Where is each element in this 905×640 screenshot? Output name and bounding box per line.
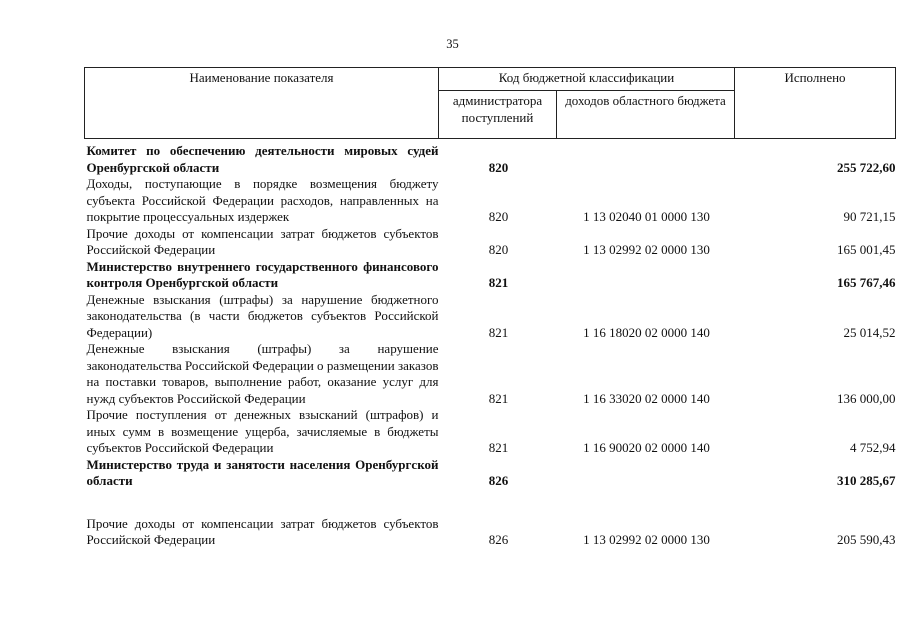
table-row xyxy=(85,341,896,407)
row-admin-code: 821 xyxy=(488,324,509,340)
row-admin-code: 820 xyxy=(488,159,509,175)
row-description: Прочие доходы от компенсации затрат бюджетов субъектов Российской Федерации xyxy=(86,515,439,547)
row-admin-code: 826 xyxy=(488,532,509,547)
row-amount: 205 590,43 xyxy=(837,532,896,547)
page-number: 35 xyxy=(446,37,459,51)
row-income-code: 1 13 02992 02 0000 130 xyxy=(583,532,710,547)
budget-income-table xyxy=(84,67,896,549)
table-row xyxy=(85,226,896,259)
row-admin-code: 820 xyxy=(488,242,509,257)
row-amount: 136 000,00 xyxy=(837,390,896,406)
row-description: Прочие доходы от компенсации затрат бюджетов субъектов Российской Федерации xyxy=(86,225,439,257)
table-row xyxy=(85,176,896,226)
table-row xyxy=(85,139,896,177)
row-amount: 310 285,67 xyxy=(837,473,896,488)
table-row xyxy=(85,457,896,490)
row-income-code: 1 13 02040 01 0000 130 xyxy=(583,209,710,224)
row-amount: 90 721,15 xyxy=(843,209,896,224)
table-spacer-row xyxy=(85,490,896,516)
row-income-code xyxy=(557,139,735,177)
row-admin-code: 826 xyxy=(488,473,509,488)
row-amount: 165 767,46 xyxy=(837,275,896,290)
table-row xyxy=(85,259,896,292)
row-description: Министерство внутреннего государственного финансового контроля Оренбургской области xyxy=(86,258,439,290)
row-description: Доходы, поступающие в порядке возмещения бюджету субъекта Российской Федерации расходов, направленных на покрытие процессуальных издержек xyxy=(86,176,439,224)
table-row xyxy=(85,516,896,549)
row-income-code: 1 16 18020 02 0000 140 xyxy=(583,324,710,340)
row-admin-code: 821 xyxy=(488,440,509,455)
header-income-code: доходов областного бюджета xyxy=(557,91,735,139)
header-executed: Исполнено xyxy=(735,68,896,139)
row-admin-code: 821 xyxy=(488,275,509,290)
row-amount: 165 001,45 xyxy=(837,242,896,257)
row-description: Комитет по обеспечению деятельности мировых судей Оренбургской области xyxy=(86,143,439,175)
header-indicator-name: Наименование показателя xyxy=(85,68,439,139)
row-amount: 4 752,94 xyxy=(850,440,896,455)
row-admin-code: 820 xyxy=(488,209,509,224)
row-admin-code: 821 xyxy=(488,390,509,406)
row-income-code: 1 16 33020 02 0000 140 xyxy=(583,390,710,406)
row-income-code: 1 16 90020 02 0000 140 xyxy=(583,440,710,455)
row-description: Денежные взыскания (штрафы) за нарушение бюджетного законодательства (в части бюджетов субъектов Российской Федерации) xyxy=(86,291,439,340)
row-income-code xyxy=(557,259,735,292)
row-amount: 255 722,60 xyxy=(837,159,896,175)
row-income-code: 1 13 02992 02 0000 130 xyxy=(583,242,710,257)
row-amount: 25 014,52 xyxy=(843,324,896,340)
header-administrator-code: администратора поступлений xyxy=(439,91,557,139)
header-budget-classification-code: Код бюджетной классификации xyxy=(439,68,735,91)
table-row xyxy=(85,292,896,342)
row-income-code xyxy=(557,457,735,490)
table-body xyxy=(85,139,896,549)
row-description: Министерство труда и занятости населения Оренбургской области xyxy=(86,456,439,488)
table-row xyxy=(85,407,896,457)
row-description: Прочие поступления от денежных взысканий (штрафов) и иных сумм в возмещение ущерба, зачисляемые в бюджеты субъектов Российской Федерации xyxy=(86,407,439,455)
row-description: Денежные взыскания (штрафы) за нарушение законодательства Российской Федерации о размещении заказов на поставки товаров, выполнение работ, оказание услуг для нужд субъектов Российской Федерации xyxy=(86,341,439,406)
